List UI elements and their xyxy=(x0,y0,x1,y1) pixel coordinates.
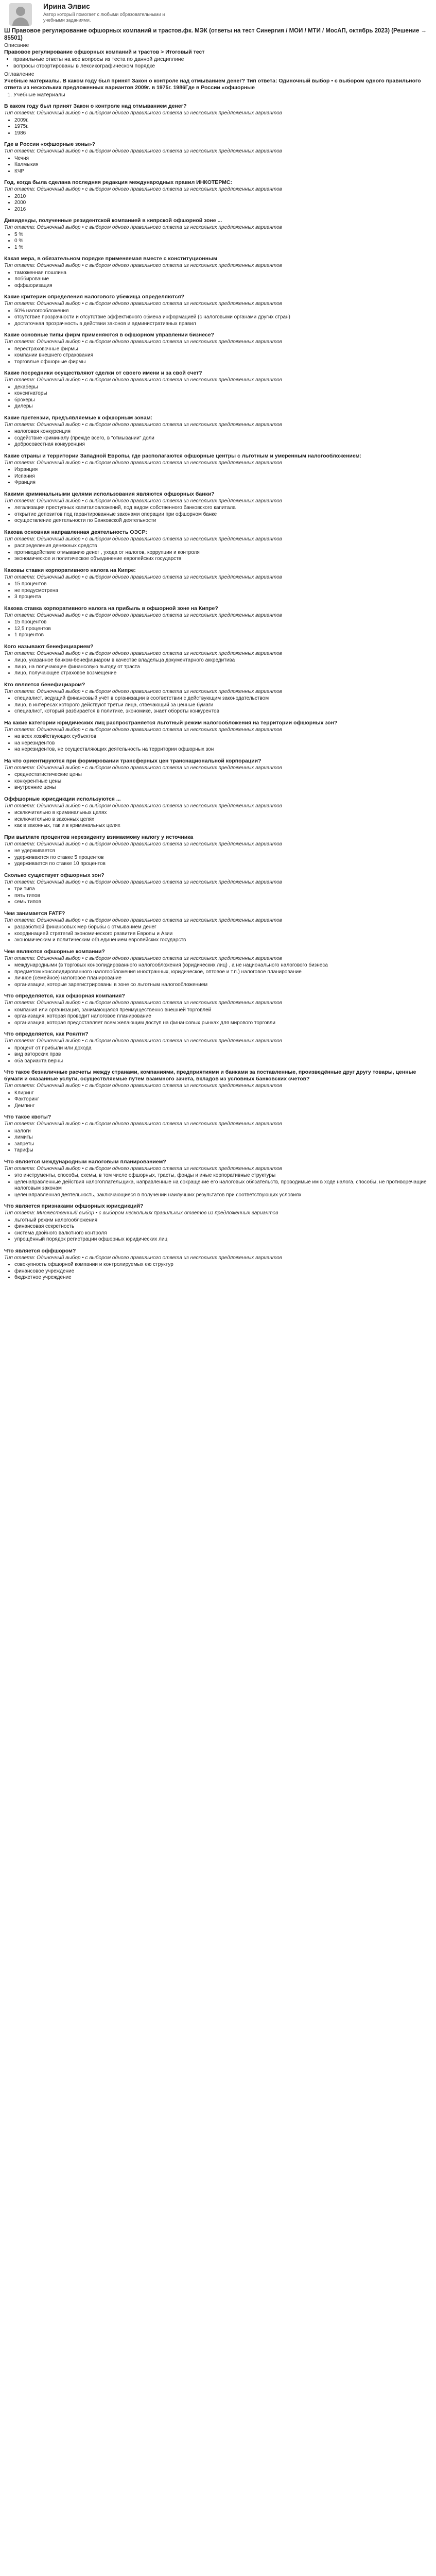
page xyxy=(0,0,436,1281)
author-header xyxy=(4,1,431,27)
question-answer-type: Тип ответа: Одиночный выбор • с выбором одного правильного ответа из нескольких предложенных вариантов xyxy=(4,339,282,345)
question-option: • осуществление деятельности по Банковской деятельности xyxy=(14,518,431,524)
question-options xyxy=(4,232,431,251)
question-options xyxy=(4,194,431,213)
question-option: • три типа xyxy=(14,886,431,893)
question-block xyxy=(4,1114,431,1154)
question-option: • 12,5 процентов xyxy=(14,626,431,633)
question-option: • исключительно в криминальных целях xyxy=(14,810,431,817)
question-option: • Факторинг xyxy=(14,1096,431,1103)
question-options xyxy=(4,308,431,328)
question-answer-type: Тип ответа: Одиночный выбор • с выбором одного правильного ответа из нескольких предложенных вариантов xyxy=(4,803,282,809)
question-title: Кого называют бенефициарием? xyxy=(4,643,94,650)
question-options xyxy=(4,886,431,906)
question-block xyxy=(4,872,431,906)
question-option: • среднестатистические цены xyxy=(14,772,431,778)
question-option: • Испания xyxy=(14,473,431,480)
question-block xyxy=(4,910,431,944)
question-answer-type: Тип ответа: Одиночный выбор • с выбором одного правильного ответа из нескольких предложенных вариантов xyxy=(4,1255,282,1261)
question-title: Кто является бенефициаром? xyxy=(4,681,85,688)
question-option: • 3 процента xyxy=(14,594,431,601)
question-options xyxy=(4,270,431,290)
question-option: • тарифы xyxy=(14,1147,431,1154)
question-block xyxy=(4,682,431,715)
question-option: • 50% налогообложения xyxy=(14,308,431,315)
question-answer-type: Тип ответа: Одиночный выбор • с выбором одного правильного ответа из нескольких предложенных вариантов xyxy=(4,1038,282,1044)
question-option: • система двойного валютного контроля xyxy=(14,1230,431,1237)
question-answer-type: Тип ответа: Одиночный выбор • с выбором одного правильного ответа из нескольких предложенных вариантов xyxy=(4,1165,282,1172)
question-block xyxy=(4,834,431,868)
question-block xyxy=(4,643,431,677)
contents-list xyxy=(4,92,431,98)
question-option: • экономическое и политическое объединение европейских государств xyxy=(14,556,431,563)
question-options xyxy=(4,696,431,715)
question-answer-type: Тип ответа: Одиночный выбор • с выбором одного правильного ответа из нескольких предложенных вариантов xyxy=(4,225,282,230)
question-options xyxy=(4,384,431,410)
question-block xyxy=(4,758,431,791)
question-options xyxy=(4,734,431,753)
question-option: • целенаправленная деятельность, заключающиеся в получении наилучших результатов при соответствующих условиях xyxy=(14,1192,431,1199)
question-option: • конкурентные цены xyxy=(14,778,431,785)
question-option: • семь типов xyxy=(14,899,431,906)
question-answer-type: Тип ответа: Одиночный выбор • с выбором одного правильного ответа из нескольких предложенных вариантов xyxy=(4,377,282,383)
question-option: • упрощённый порядок регистрации офшорных юридических лиц xyxy=(14,1236,431,1243)
question-option: • 2010 xyxy=(14,194,431,200)
question-options xyxy=(4,1128,431,1154)
question-option: • Франция xyxy=(14,480,431,486)
question-title: Что определяется, как офшорная компания? xyxy=(4,993,125,999)
question-option: • это инструменты, способы, схемы, в том числе офшорных, трасты, фонды и иные корпоративные структуры xyxy=(14,1173,431,1179)
question-title: Год, когда была сделана последняя редакция международных правил ИНКОТЕРМС: xyxy=(4,179,232,185)
question-title: Что такое квоты? xyxy=(4,1114,51,1120)
question-option: • организации, которые зарегистрированы в зоне со льготным налогообложением xyxy=(14,982,431,989)
intro-list xyxy=(4,56,431,70)
question-title: Сколько существует офшорных зон? xyxy=(4,872,104,878)
question-option: • процент от прибыли или дохода xyxy=(14,1045,431,1052)
question-answer-type: Тип ответа: Одиночный выбор • с выбором одного правильного ответа из нескольких предложенных вариантов xyxy=(4,148,282,154)
question-title: В каком году был принят Закон о контроле над отмыванием денег? xyxy=(4,103,187,109)
question-option: • компания или организация, занимающаяся преимущественно внешней торговлей xyxy=(14,1007,431,1014)
question-title: Какая мера, в обязательном порядке применяемая вместе с конституционным xyxy=(4,256,217,262)
question-option: • вид авторских прав xyxy=(14,1052,431,1058)
question-options xyxy=(4,1090,431,1110)
question-title: Что является международным налоговым планированием? xyxy=(4,1158,166,1165)
question-option: • лицо, в интересах которого действуют третьи лица, отвечающий за ценные бумаги xyxy=(14,702,431,709)
intro-heading: Правовое регулирование офшорных компаний и трастов > Итоговый тест xyxy=(4,49,205,55)
question-title: Какие критерии определения налогового убежища определяются? xyxy=(4,294,185,300)
question-option: • открытие депозитов под гарантированные законами операции при офшорном банке xyxy=(14,512,431,518)
question-title: Чем занимается FATF? xyxy=(4,910,65,917)
contents-title: Учебные материалы. В каком году был принят Закон о контроле над отмыванием денег? Тип ответа: Одиночный выбор • с выбором одного правильного ответа из нескольких предложенных вариантов 2009г. в 1975г. 1986Где в России «офшорные xyxy=(4,78,421,91)
question-title: Какие страны и территории Западной Европы, где располагаются офшорные центры с льготным и умеренным налогообложением: xyxy=(4,452,361,459)
question-answer-type: Тип ответа: Одиночный выбор • с выбором одного правильного ответа из нескольких предложенных вариантов xyxy=(4,879,282,885)
question-option: • как в законных, так и в криминальных целях xyxy=(14,823,431,829)
question-options xyxy=(4,117,431,137)
question-options xyxy=(4,1173,431,1198)
question-option: • торговлые офшорные фирмы xyxy=(14,359,431,366)
intro-item: • правильные ответы на все вопросы из теста по данной дисциплине xyxy=(13,56,431,63)
question-options xyxy=(4,156,431,175)
question-block xyxy=(4,256,431,289)
question-title: Чем являются офшорные компании? xyxy=(4,948,105,955)
document-title: Ш Правовое регулирование офшорных компаний и трастов.фк. МЭК (ответы на тест Синергия / МОИ / МТИ / МосАП, октябрь 2023) (Решение → 85501) xyxy=(4,28,427,41)
question-options xyxy=(4,429,431,448)
question-option: • 2000 xyxy=(14,200,431,207)
question-answer-type: Тип ответа: Одиночный выбор • с выбором одного правильного ответа из нескольких предложенных вариантов xyxy=(4,688,282,694)
question-block xyxy=(4,332,431,365)
question-block xyxy=(4,948,431,989)
question-block xyxy=(4,415,431,448)
question-answer-type: Тип ответа: Одиночный выбор • с выбором одного правильного ответа из нескольких предложенных вариантов xyxy=(4,1000,282,1006)
question-option: • налоговая конкуренция xyxy=(14,429,431,435)
question-option: • компании внешнего страхования xyxy=(14,352,431,359)
question-options xyxy=(4,810,431,829)
question-option: • лоббирование xyxy=(14,276,431,283)
question-option: • организация, которая проводит налоговое планирование xyxy=(14,1013,431,1020)
question-title: Дивиденды, полученные резидентской компанией в кипрской офшорной зоне ... xyxy=(4,217,222,224)
question-option: • предметом консолидированного налогообложения иностранных, юридическое, оптовое и т.п.) налоговое планирование xyxy=(14,969,431,976)
contents-label: Оглавление xyxy=(4,71,34,77)
question-block xyxy=(4,453,431,486)
question-option: • налоги xyxy=(14,1128,431,1135)
question-block xyxy=(4,491,431,524)
intro-item: • вопросы отсортированы в лексикографическом порядке xyxy=(13,63,431,70)
question-option: • экономическим и политическим объединением европейских государств xyxy=(14,937,431,944)
question-answer-type: Тип ответа: Одиночный выбор • с выбором одного правильного ответа из нескольких предложенных вариантов xyxy=(4,955,282,961)
question-option: • распределения денежных средств xyxy=(14,543,431,550)
question-option: • таможенная пошлина xyxy=(14,270,431,277)
question-option: • дилеры xyxy=(14,403,431,410)
question-block xyxy=(4,1203,431,1243)
question-option: • совокупность офшорной компании и контролируемых ею структур xyxy=(14,1262,431,1268)
question-option: • координацией стратегий экономического развития Европы и Азии xyxy=(14,931,431,938)
question-answer-type: Тип ответа: Одиночный выбор • с выбором одного правильного ответа из нескольких предложенных вариантов xyxy=(4,110,282,116)
question-block xyxy=(4,103,431,137)
question-option: • личное (семейное) налоговое планирование xyxy=(14,975,431,982)
question-block xyxy=(4,796,431,829)
question-title: Что является признаками офшорных юрисдикций? xyxy=(4,1203,144,1209)
question-answer-type: Тип ответа: Одиночный выбор • с выбором одного правильного ответа из нескольких предложенных вариантов xyxy=(4,574,282,580)
question-option: • специалист, ведущий финансовый учёт в организации в соответствии с действующим законодательством xyxy=(14,696,431,702)
question-answer-type: Тип ответа: Одиночный выбор • с выбором одного правильного ответа из нескольких предложенных вариантов xyxy=(4,726,282,733)
question-block xyxy=(4,294,431,327)
question-answer-type: Тип ответа: Одиночный выбор • с выбором одного правильного ответа из нескольких предложенных вариантов xyxy=(4,612,282,618)
question-option: • Клиринг xyxy=(14,1090,431,1097)
author-name[interactable]: Ирина Элвис xyxy=(43,2,90,10)
question-option: • Демпинг xyxy=(14,1103,431,1110)
question-title: Какие претензии, предъявляемые к офшорным зонам: xyxy=(4,414,152,421)
question-option: • льготный режим налогообложения xyxy=(14,1217,431,1224)
question-option: • декабёры xyxy=(14,384,431,391)
question-options xyxy=(4,543,431,563)
question-block xyxy=(4,217,431,251)
question-options xyxy=(4,1217,431,1243)
avatar-body-shape xyxy=(12,18,29,26)
question-option: • 1 процентов xyxy=(14,632,431,639)
question-options xyxy=(4,1007,431,1027)
question-option: • лицо, получающее страховое возмещение xyxy=(14,670,431,677)
question-answer-type: Тип ответа: Одиночный выбор • с выбором одного правильного ответа из нескольких предложенных вариантов xyxy=(4,498,282,504)
question-option: • удерживается по ставке 10 процентов xyxy=(14,861,431,868)
question-title: Что определяется, как Роялти? xyxy=(4,1031,89,1037)
question-options xyxy=(4,924,431,944)
question-options xyxy=(4,1045,431,1065)
question-block xyxy=(4,141,431,175)
question-option: • консигнаторы xyxy=(14,391,431,397)
question-answer-type: Тип ответа: Одиночный выбор • с выбором одного правильного ответа из нескольких предложенных вариантов xyxy=(4,765,282,771)
question-answer-type: Тип ответа: Одиночный выбор • с выбором одного правильного ответа из нескольких предложенных вариантов xyxy=(4,917,282,923)
question-option: • брокеры xyxy=(14,397,431,404)
question-options xyxy=(4,581,431,601)
question-option: • 2009г. xyxy=(14,117,431,124)
question-title: Что является оффшором? xyxy=(4,1247,76,1254)
question-answer-type: Тип ответа: Одиночный выбор • с выбором одного правильного ответа из нескольких предложенных вариантов xyxy=(4,263,282,268)
question-option: • 1975г. xyxy=(14,124,431,130)
question-option: • лимиты xyxy=(14,1134,431,1141)
question-title: Оффшорные юрисдикции используются ... xyxy=(4,795,121,802)
question-answer-type: Тип ответа: Одиночный выбор • с выбором одного правильного ответа из нескольких предложенных вариантов xyxy=(4,301,282,307)
question-answer-type: Тип ответа: Одиночный выбор • с выбором одного правильного ответа из нескольких предложенных вариантов xyxy=(4,460,282,466)
question-block xyxy=(4,370,431,410)
contents-item[interactable]: 1. Учебные материалы xyxy=(13,92,431,98)
question-option: • 1 % xyxy=(14,245,431,251)
question-option: • лицо, на получающее финансовую выгоду от траста xyxy=(14,664,431,671)
question-option: • запреты xyxy=(14,1141,431,1148)
question-options xyxy=(4,619,431,639)
question-option: • не предусмотрена xyxy=(14,588,431,595)
question-answer-type: Тип ответа: Одиночный выбор • с выбором одного правильного ответа из нескольких предложенных вариантов xyxy=(4,421,282,428)
question-option: • на нерезидентов xyxy=(14,740,431,747)
question-option: • лицо, указанное банком-бенефициаром в качестве владельца документарного аккредитива xyxy=(14,657,431,664)
question-block xyxy=(4,567,431,601)
question-option: • 1986 xyxy=(14,130,431,137)
question-block xyxy=(4,605,431,639)
question-option: • Израиция xyxy=(14,467,431,473)
question-option: • содействие криминалу (прежде всего, в "отмывании" доли xyxy=(14,435,431,442)
question-option: • 15 процентов xyxy=(14,619,431,626)
question-title: Какие посредники осуществляют сделки от своего имени и за свой счет? xyxy=(4,370,202,376)
question-option: • достаточная прозрачность в действии законов и административных правил xyxy=(14,321,431,328)
question-title: Каковы ставки корпоративного налога на Кипре: xyxy=(4,567,136,573)
question-option: • специалист, который разбирается в политике, экономике, знает обороты конкурентов xyxy=(14,708,431,715)
question-block xyxy=(4,1159,431,1199)
question-options xyxy=(4,657,431,677)
question-options xyxy=(4,346,431,366)
question-option: • КЧР xyxy=(14,168,431,175)
question-title: Что такое безналичные расчеты между странами, компаниями, предприятиями и банками за поставленные, произведённые друг другу товары, ценные бумаги и оказанные услуги, осуществляемые путем взаимного зачета, вкладов из условных банковских счетов? xyxy=(4,1069,416,1082)
question-answer-type: Тип ответа: Одиночный выбор • с выбором одного правильного ответа из нескольких предложенных вариантов xyxy=(4,650,282,656)
question-block xyxy=(4,1248,431,1281)
question-option: • финансовое учреждение xyxy=(14,1268,431,1275)
question-answer-type: Тип ответа: Одиночный выбор • с выбором одного правильного ответа из нескольких предложенных вариантов xyxy=(4,1121,282,1127)
question-answer-type: Тип ответа: Одиночный выбор • с выбором одного правильного ответа из нескольких предложенных вариантов xyxy=(4,536,282,542)
question-options xyxy=(4,1262,431,1281)
question-option: • бюджетное учреждение xyxy=(14,1275,431,1281)
question-option: • целенаправленные действия налогоплательщика, направленные на сокращение его налоговых обязательств, проводимые им в ходе налога, способы, не противоречащие налоговым законам xyxy=(14,1179,431,1192)
question-option: • 2016 xyxy=(14,207,431,213)
question-answer-type: Тип ответа: Одиночный выбор • с выбором одного правильного ответа из нескольких предложенных вариантов xyxy=(4,841,282,847)
question-option: • внутренние цены xyxy=(14,785,431,791)
question-option: • противодействие отмыванию денег , ухода от налогов, коррупции и контроля xyxy=(14,550,431,556)
description-label: Описание xyxy=(4,42,29,48)
question-option: • добросовестная конкуренция xyxy=(14,442,431,448)
question-options xyxy=(4,962,431,988)
question-option: • не удерживается xyxy=(14,848,431,855)
question-option: • пять типов xyxy=(14,893,431,900)
question-options xyxy=(4,772,431,791)
question-block xyxy=(4,179,431,213)
question-answer-type: Тип ответа: Одиночный выбор • с выбором одного правильного ответа из нескольких предложенных вариантов xyxy=(4,187,282,192)
question-option: • финансовая секретность xyxy=(14,1224,431,1230)
question-title: На что ориентируются при формировании трансферных цен транснациональной корпорации? xyxy=(4,757,261,764)
question-options xyxy=(4,848,431,868)
question-title: На какие категории юридических лиц распространяется льготный режим налогообложения на территории офшорных зон? xyxy=(4,719,338,726)
question-option: • Калмыкия xyxy=(14,162,431,168)
question-option: • удерживаются по ставке 5 процентов xyxy=(14,855,431,861)
author-description: Автор который помогает с любыми образовательными и учебными заданиями. xyxy=(43,12,165,23)
question-option: • Чечня xyxy=(14,156,431,162)
question-option: • на нерезидентов, не осуществляющих деятельность на территории офшорных зон xyxy=(14,747,431,753)
question-title: При выплате процентов нерезиденту взимаемому налогу у источника xyxy=(4,834,194,840)
question-option: • легализация преступных капиталовложений, под видом собственного банковского капитала xyxy=(14,505,431,512)
question-option: • на всех хозяйствующих субъектов xyxy=(14,734,431,740)
question-option: • оффшоризация xyxy=(14,283,431,290)
avatar[interactable] xyxy=(9,3,32,26)
question-option: • исключительно в законных целях xyxy=(14,817,431,823)
question-title: Какие основные типы фирм применяются в офшорном управлении бизнесе? xyxy=(4,332,214,338)
question-title: Какова основная направленная деятельность ОЭСР: xyxy=(4,529,147,535)
question-block xyxy=(4,1031,431,1064)
avatar-head-shape xyxy=(16,7,25,16)
question-title: Где в России «офшорные зоны»? xyxy=(4,141,95,147)
question-option: • оба варианта верны xyxy=(14,1058,431,1065)
question-block xyxy=(4,720,431,753)
question-option: • 0 % xyxy=(14,238,431,245)
question-option: • разработкой финансовых мер борьбы с отмыванием денег xyxy=(14,924,431,931)
question-option: • 5 % xyxy=(14,232,431,239)
question-option: • международными (в торговых консолидированного налогообложения (юридических лиц) , а не национального налогового бизнеса xyxy=(14,962,431,969)
question-option: • перестраховочные фирмы xyxy=(14,346,431,353)
question-option: • 15 процентов xyxy=(14,581,431,588)
question-options xyxy=(4,467,431,486)
question-option: • отсутствие прозрачности и отсутствие эффективного обмена информацией (с налоговыми органами других стран) xyxy=(14,314,431,321)
questions-list xyxy=(4,103,431,1281)
question-answer-type: Тип ответа: Множественный выбор • с выбором нескольких правильных ответов из предложенных вариантов xyxy=(4,1210,278,1216)
question-block xyxy=(4,529,431,563)
question-option: • организация, которая предоставляет всем желающим доступ на финансовых рынках для мирового торговли xyxy=(14,1020,431,1027)
question-block xyxy=(4,993,431,1026)
question-options xyxy=(4,505,431,524)
question-title: Какова ставка корпоративного налога на прибыль в офшорной зоне на Кипре? xyxy=(4,605,218,612)
question-answer-type: Тип ответа: Одиночный выбор • с выбором одного правильного ответа из нескольких предложенных вариантов xyxy=(4,1083,282,1089)
question-title: Какими криминальными целями использования являются офшорных банки? xyxy=(4,490,215,497)
question-block xyxy=(4,1069,431,1109)
